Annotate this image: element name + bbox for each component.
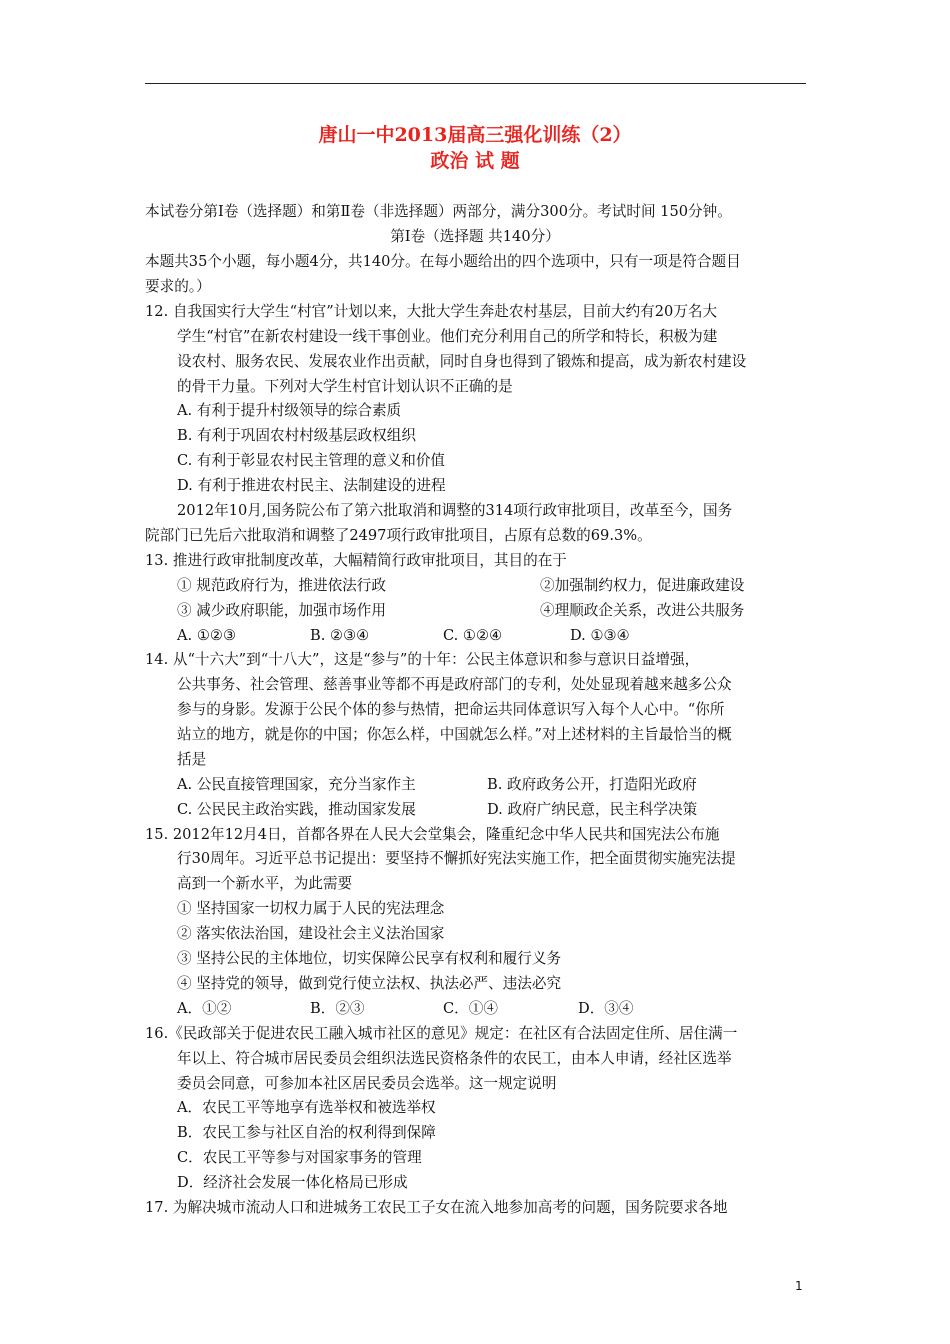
- exam-title: 唐山一中2013届高三强化训练（2）: [318, 124, 632, 146]
- question-13-option-b: B. ②③④: [310, 627, 370, 644]
- header-rule: [145, 83, 806, 84]
- question-16-stem: 年以上、符合城市居民委员会组织法选民资格条件的农民工，由本人申请，经社区选举: [177, 1050, 732, 1067]
- question-16-option-a: A．农民工平等地享有选举权和被选举权: [177, 1099, 436, 1116]
- question-12-stem: 的骨干力量。下列对大学生村官计划认识不正确的是: [177, 378, 513, 395]
- question-16-option-c: C．农民工平等参与对国家事务的管理: [177, 1149, 422, 1166]
- question-12-option-b: B. 有利于巩固农村村级基层政权组织: [177, 427, 416, 444]
- question-17-stem: 17. 为解决城市流动人口和进城务工农民工子女在流入地参加高考的问题，国务院要求各地: [145, 1199, 728, 1216]
- question-13-option-d: D. ①③④: [570, 627, 630, 644]
- question-14-stem: 站立的地方，就是你的中国；你怎么样，中国就怎么样。”对上述材料的主旨最恰当的概: [177, 726, 732, 743]
- question-12-option-c: C. 有利于彰显农村民主管理的意义和价值: [177, 452, 446, 469]
- question-14-stem: 公共事务、社会管理、慈善事业等都不再是政府部门的专利，处处显现着越来越多公众: [177, 676, 732, 693]
- exam-subtitle: 政治 试 题: [430, 150, 520, 172]
- question-13-option-a: A. ①②③: [177, 627, 237, 644]
- question-16-stem: 16.《民政部关于促进农民工融入城市社区的意见》规定：在社区有合法固定住所、居住满一: [145, 1025, 738, 1042]
- question-13-option-c: C. ①②④: [443, 627, 503, 644]
- question-14-option-d: D. 政府广纳民意，民主科学决策: [487, 801, 698, 818]
- question-12-stem: 学生“村官”在新农村建设一线干事创业。他们充分利用自己的所学和特长，积极为建: [177, 328, 718, 345]
- question-16-stem: 委员会同意，可参加本社区居民委员会选举。这一规定说明: [177, 1075, 557, 1092]
- question-13-item: ① 规范政府行为，推进依法行政: [177, 577, 386, 594]
- question-14-stem: 括是: [177, 751, 207, 768]
- question-14-option-b: B. 政府政务公开，打造阳光政府: [487, 776, 697, 793]
- question-14-stem: 参与的身影。发源于公民个体的参与热情，把命运共同体意识写入每个人心中。“你所: [177, 701, 725, 718]
- question-13-item: ④理顺政企关系，改进公共服务: [540, 602, 745, 619]
- question-13-item: ③ 减少政府职能，加强市场作用: [177, 602, 386, 619]
- question-16-option-b: B．农民工参与社区自治的权利得到保障: [177, 1124, 436, 1141]
- question-15-item: ② 落实依法治国，建设社会主义法治国家: [177, 925, 445, 942]
- question-15-stem: 高到一个新水平，为此需要: [177, 875, 353, 892]
- question-15-item: ④ 坚持党的领导，做到党行使立法权、执法必严、违法必究: [177, 975, 562, 992]
- instructions-line: 本题共35个小题，每小题4分，共140分。在每小题给出的四个选项中，只有一项是符合题目: [145, 253, 741, 270]
- page-number: 1: [795, 1279, 803, 1293]
- material-paragraph: 2012年10月,国务院公布了第六批取消和调整的314项行政审批项目，改革至今，国务: [177, 502, 733, 519]
- question-15-stem: 15. 2012年12月4日，首都各界在人民大会堂集会，隆重纪念中华人民共和国宪法公布施: [145, 826, 720, 843]
- exam-note: 本试卷分第Ⅰ卷（选择题）和第Ⅱ卷（非选择题）两部分，满分300分。考试时间 150分钟。: [145, 203, 732, 220]
- instructions-line: 要求的。）: [145, 278, 211, 295]
- question-12-option-a: A. 有利于提升村级领导的综合素质: [177, 402, 402, 419]
- material-paragraph: 院部门已先后六批取消和调整了2497项行政审批项目，占原有总数的69.3%。: [145, 527, 652, 544]
- question-14-stem: 14. 从“十六大”到“十八大”，这是“参与”的十年：公民主体意识和参与意识日益增强，: [145, 651, 700, 668]
- question-15-option-b: B．②③: [310, 1000, 365, 1017]
- question-13-item: ②加强制约权力，促进廉政建设: [540, 577, 745, 594]
- question-13-stem: 13. 推进行政审批制度改革，大幅精简行政审批项目，其目的在于: [145, 552, 567, 569]
- question-14-option-a: A. 公民直接管理国家，充分当家作主: [177, 776, 416, 793]
- question-15-option-d: D．③④: [578, 1000, 634, 1017]
- question-15-item: ① 坚持国家一切权力属于人民的宪法理念: [177, 900, 445, 917]
- question-14-option-c: C. 公民民主政治实践，推动国家发展: [177, 801, 416, 818]
- section-heading: 第Ⅰ卷（选择题 共140分）: [390, 228, 560, 245]
- question-12-option-d: D. 有利于推进农村民主、法制建设的进程: [177, 477, 446, 494]
- question-12-stem: 12. 自我国实行大学生“村官”计划以来，大批大学生奔赴农村基层，目前大约有20万名大: [145, 303, 718, 320]
- question-15-item: ③ 坚持公民的主体地位，切实保障公民享有权利和履行义务: [177, 950, 562, 967]
- question-15-option-a: A．①②: [177, 1000, 232, 1017]
- question-15-stem: 行30周年。习近平总书记提出：要坚持不懈抓好宪法实施工作，把全面贯彻实施宪法提: [177, 850, 736, 867]
- question-12-stem: 设农村、服务农民、发展农业作出贡献，同时自身也得到了锻炼和提高，成为新农村建设: [177, 353, 747, 370]
- question-15-option-c: C．①④: [443, 1000, 498, 1017]
- question-16-option-d: D．经济社会发展一体化格局已形成: [177, 1174, 408, 1191]
